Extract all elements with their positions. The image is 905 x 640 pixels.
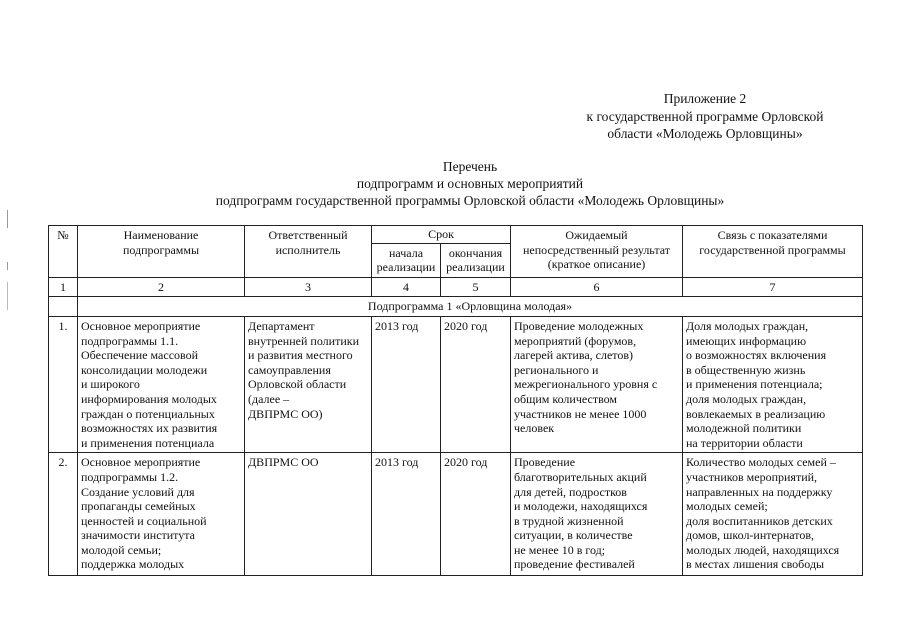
- row-name: Основное мероприятие подпрограммы 1.2. Создание условий для пропаганды семейных ценностей и социальной значимости института молодой семьи; поддержка молодых: [78, 453, 245, 576]
- column-number-5: 5: [441, 277, 511, 297]
- column-number-4: 4: [372, 277, 441, 297]
- header-row-1: [49, 226, 863, 244]
- column-numbers-row: [49, 277, 863, 297]
- column-number-7: 7: [683, 277, 863, 297]
- row-end: 2020 год: [441, 453, 511, 576]
- column-number-6: 6: [511, 277, 683, 297]
- row-start: 2013 год: [372, 316, 441, 452]
- row-link: Количество молодых семей – участников мероприятий, направленных на поддержку молодых семей; доля воспитанников детских домов, школ-интернатов, молодых людей, находящихся в местах лишения свободы: [683, 453, 863, 576]
- row-num: 1.: [49, 316, 78, 452]
- header-num: №: [49, 226, 78, 278]
- appendix-line-1: Приложение 2: [663, 91, 747, 106]
- header-end: окончания реализации: [441, 243, 511, 277]
- row-responsible: ДВПРМС ОО: [245, 453, 372, 576]
- column-number-2: 2: [78, 277, 245, 297]
- title-line-3: подпрограмм государственной программы Орловской области «Молодежь Орловщины»: [215, 193, 725, 208]
- row-result: Проведение молодежных мероприятий (форумов, лагерей актива, слетов) регионального и межрегионального уровня с общим количеством участников не менее 1000 человек: [511, 316, 683, 452]
- subprogram-empty-cell: [49, 297, 78, 317]
- row-link: Доля молодых граждан, имеющих информацию о возможностях включения в общественную жизнь и применения потенциала; доля молодых граждан, вовлекаемых в реализацию молодежной политики на территории области: [683, 316, 863, 452]
- column-number-1: 1: [49, 277, 78, 297]
- header-responsible: Ответственный исполнитель: [245, 226, 372, 278]
- margin-mark-top: [7, 210, 8, 228]
- header-name: Наименование подпрограммы: [78, 226, 245, 278]
- title-line-1: Перечень: [442, 159, 498, 174]
- row-result: Проведение благотворительных акций для детей, подростков и молодежи, находящихся в трудной жизненной ситуации, в количестве не менее 10 в год; проведение фестивалей: [511, 453, 683, 576]
- appendix-line-2: к государственной программе Орловской: [586, 108, 824, 124]
- subprograms-table: [48, 225, 863, 576]
- margin-mark-middle: [7, 262, 8, 270]
- row-name: Основное мероприятие подпрограммы 1.1. Обеспечение массовой консолидации молодежи и широкого информирования молодых граждан о потенциальных возможностях их развития и применения потенциала: [78, 316, 245, 452]
- row-responsible: Департамент внутренней политики и развития местного самоуправления Орловской области (далее – ДВПРМС ОО): [245, 316, 372, 452]
- subprogram-row: [49, 297, 863, 317]
- header-result: Ожидаемый непосредственный результат (краткое описание): [511, 226, 683, 278]
- header-start: начала реализации: [372, 243, 441, 277]
- margin-mark-bottom: [7, 282, 8, 310]
- header-term: Срок: [372, 226, 511, 244]
- table-row: [49, 453, 863, 576]
- document-title: [120, 158, 820, 209]
- column-number-3: 3: [245, 277, 372, 297]
- table-row: [49, 316, 863, 452]
- row-start: 2013 год: [372, 453, 441, 576]
- appendix-note: [560, 90, 850, 143]
- title-line-2: подпрограмм и основных мероприятий: [356, 176, 584, 191]
- appendix-line-3: области «Молодежь Орловщины»: [607, 126, 803, 141]
- row-end: 2020 год: [441, 316, 511, 452]
- subprogram-title: Подпрограмма 1 «Орловщина молодая»: [78, 297, 863, 317]
- row-num: 2.: [49, 453, 78, 576]
- header-link: Связь с показателями государственной программы: [683, 226, 863, 278]
